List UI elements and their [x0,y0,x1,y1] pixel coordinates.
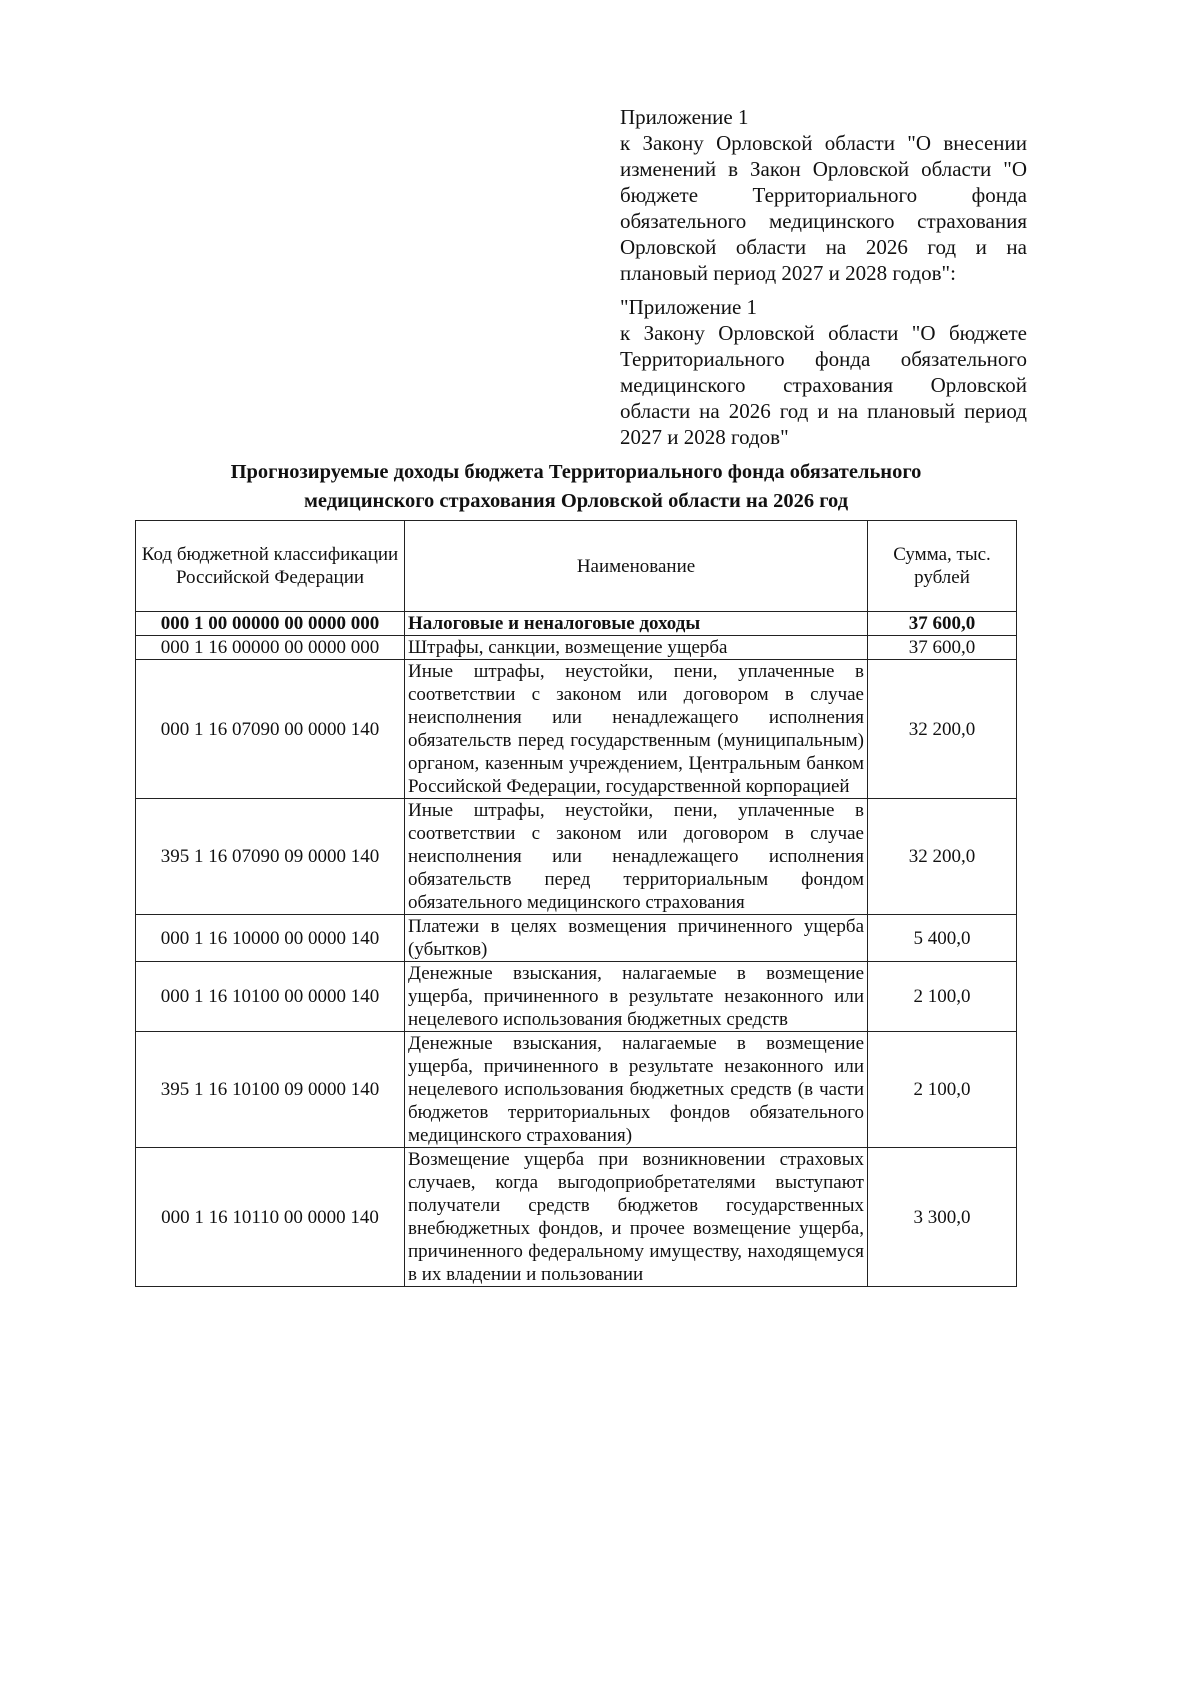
row-name: Денежные взыскания, налагаемые в возмещение ущерба, причиненного в результате незаконного или нецелевого использования бюджетных средств [405,962,868,1032]
row-name: Иные штрафы, неустойки, пени, уплаченные в соответствии с законом или договором в случае неисполнения или ненадлежащего исполнения обязательств перед территориальным фондом обязательного медицинского страхования [405,799,868,915]
table-row [136,799,1017,915]
row-code: 000 1 16 10110 00 0000 140 [136,1148,405,1287]
row-code: 000 1 16 10000 00 0000 140 [136,915,405,962]
row-sum: 32 200,0 [868,660,1017,799]
table-row [136,915,1017,962]
header-sum: Сумма, тыс. рублей [868,521,1017,612]
row-name: Штрафы, санкции, возмещение ущерба [405,636,868,660]
income-table [135,520,1017,1287]
table-row [136,660,1017,799]
appendix-inner-label: "Приложение 1 [620,295,758,319]
row-code: 000 1 16 10100 00 0000 140 [136,962,405,1032]
appendix-outer-label: Приложение 1 [620,105,749,129]
table-row [136,1032,1017,1148]
row-sum: 5 400,0 [868,915,1017,962]
table-row [136,636,1017,660]
table-row [136,612,1017,636]
row-name: Денежные взыскания, налагаемые в возмещение ущерба, причиненного в результате незаконного или нецелевого использования бюджетных средств (в части бюджетов территориальных фондов обязательного медицинского страхования) [405,1032,868,1148]
title-line-2: медицинского страхования Орловской области на 2026 год [303,490,849,512]
title-line-1: Прогнозируемые доходы бюджета Территориального фонда обязательного [230,461,922,483]
header-code: Код бюджетной классификации Российской Федерации [136,521,405,612]
row-name: Платежи в целях возмещения причиненного ущерба (убытков) [405,915,868,962]
row-sum: 37 600,0 [868,636,1017,660]
table-row [136,1148,1017,1287]
appendix-inner-text: к Закону Орловской области "О бюджете Территориального фонда обязательного медицинского страхования Орловской области на 2026 год и на плановый период 2027 и 2028 годов" [620,321,1027,449]
row-name: Возмещение ущерба при возникновении страховых случаев, когда выгодоприобретателями выступают получатели средств бюджетов государственных внебюджетных фондов, и прочее возмещение ущерба, причиненного федеральному имуществу, находящемуся в их владении и пользовании [405,1148,868,1287]
row-code: 395 1 16 10100 09 0000 140 [136,1032,405,1148]
row-name: Иные штрафы, неустойки, пени, уплаченные в соответствии с законом или договором в случае неисполнения или ненадлежащего исполнения обязательств перед государственным (муниципальным) органом, казенным учреждением, Центральным банком Российской Федерации, государственной корпорацией [405,660,868,799]
row-sum: 2 100,0 [868,1032,1017,1148]
row-code: 000 1 16 07090 00 0000 140 [136,660,405,799]
row-code: 395 1 16 07090 09 0000 140 [136,799,405,915]
document-title [135,458,1017,516]
appendix-outer-text: к Закону Орловской области "О внесении изменений в Закон Орловской области "О бюджете Территориального фонда обязательного медицинского страхования Орловской области на 2026 год и на плановый период 2027 и 2028 годов": [620,131,1027,285]
row-code: 000 1 00 00000 00 0000 000 [136,612,405,636]
row-sum: 37 600,0 [868,612,1017,636]
table-header-row [136,521,1017,612]
row-sum: 32 200,0 [868,799,1017,915]
row-code: 000 1 16 00000 00 0000 000 [136,636,405,660]
appendix-header [620,104,1027,450]
row-name: Налоговые и неналоговые доходы [405,612,868,636]
row-sum: 2 100,0 [868,962,1017,1032]
header-name: Наименование [405,521,868,612]
row-sum: 3 300,0 [868,1148,1017,1287]
table-row [136,962,1017,1032]
